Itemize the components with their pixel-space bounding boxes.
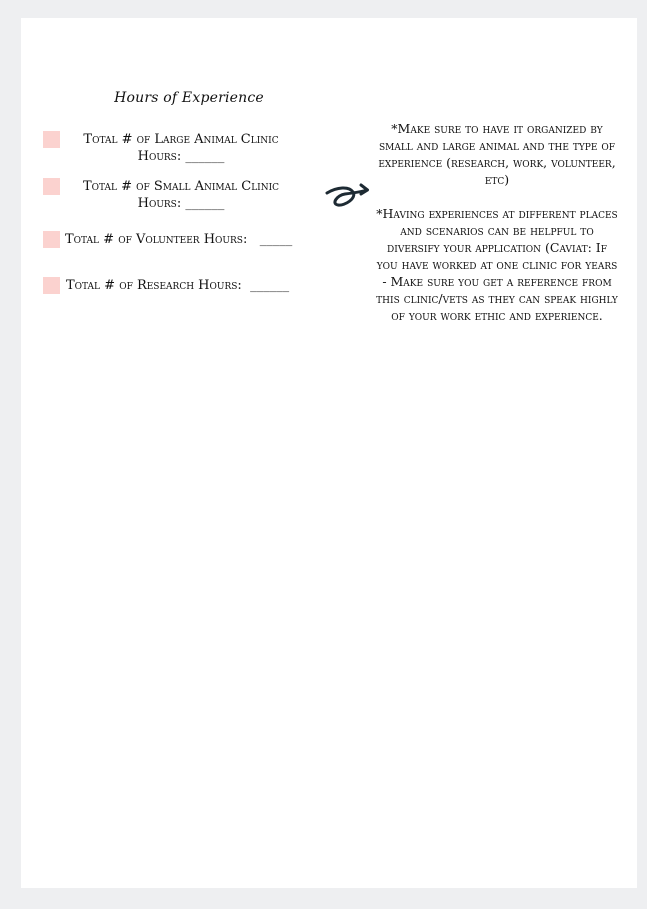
- checklist-item-line1: Total # of Small Animal Clinic: [82, 179, 280, 194]
- checklist-item-research: [43, 277, 289, 294]
- checklist-item-label: Total # of Volunteer Hours: _____: [65, 232, 293, 247]
- checklist-item-label: [62, 178, 300, 212]
- checklist-item-line2: Hours: ______: [137, 149, 225, 164]
- checklist-item-volunteer: [43, 231, 292, 248]
- page-title: Hours of Experience: [114, 90, 264, 106]
- checklist-item-large-animal: [43, 131, 300, 165]
- checkbox-icon[interactable]: [43, 178, 60, 195]
- curly-arrow-icon: [323, 181, 371, 213]
- note-organization: *Make sure to have it organized by small and large animal and the type of experience (research, work, volunteer, etc): [378, 121, 616, 187]
- checklist-item-label: Total # of Research Hours: ______: [66, 278, 290, 293]
- checkbox-icon[interactable]: [43, 277, 60, 294]
- checklist-item-small-animal: [43, 178, 300, 212]
- checkbox-icon[interactable]: [43, 231, 60, 248]
- checkbox-icon[interactable]: [43, 131, 60, 148]
- document-page: [21, 18, 637, 888]
- note-diversify: *Having experiences at different places and scenarios can be helpful to diversify your application (Caviat: If you have worked at one clinic for years - Make sure you get a reference from this clinic/vets as they can speak highly of your work ethic and experience.: [376, 206, 618, 323]
- checklist-item-label: [62, 131, 300, 165]
- checklist-item-line1: Total # of Large Animal Clinic: [83, 132, 279, 147]
- checklist-item-line2: Hours: ______: [137, 196, 225, 211]
